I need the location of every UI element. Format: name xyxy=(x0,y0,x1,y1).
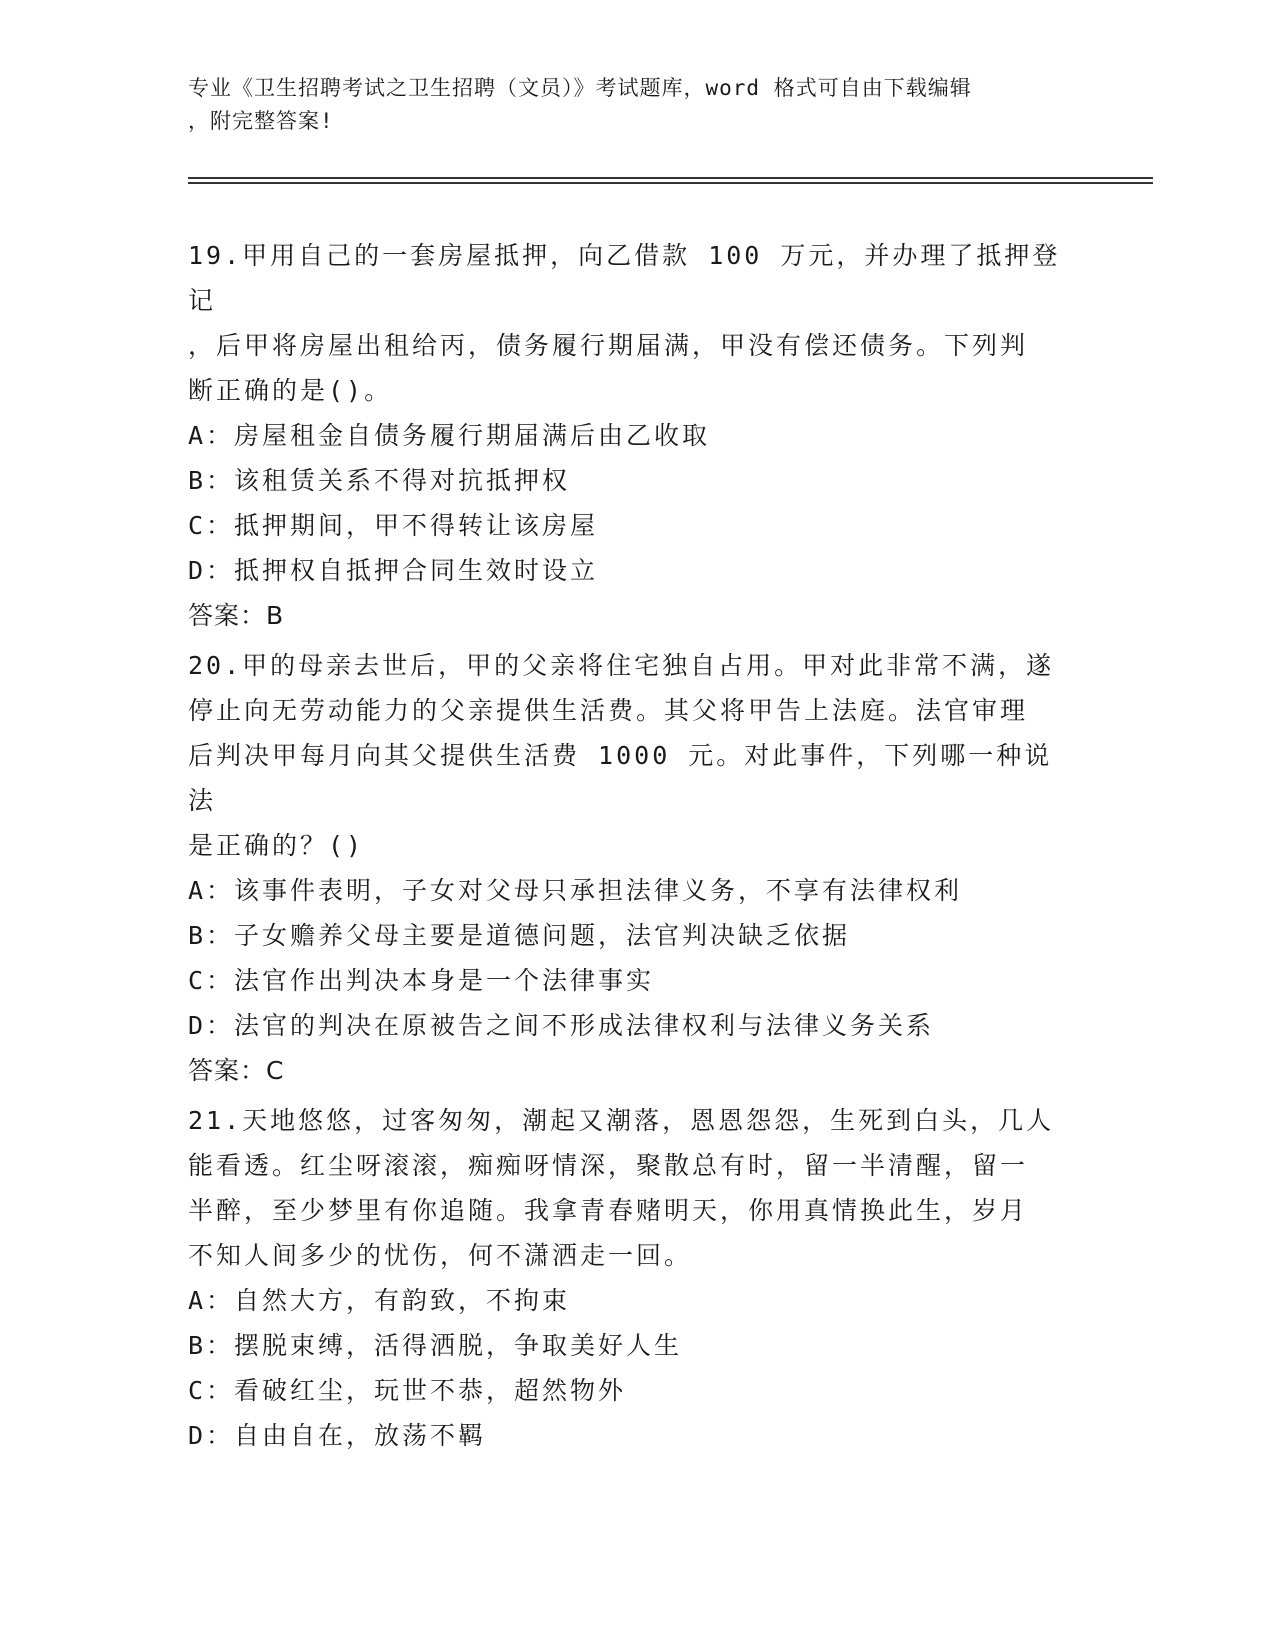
answer-line: 答案：B xyxy=(188,601,285,630)
question-20 xyxy=(188,643,1068,1093)
question-stem-line: 能看透。红尘呀滚滚，痴痴呀情深，聚散总有时，留一半清醒，留一 xyxy=(188,1151,1029,1180)
option-d: D：自由自在，放荡不羁 xyxy=(188,1421,487,1450)
option-c: C：看破红尘，玩世不恭，超然物外 xyxy=(188,1376,627,1405)
question-stem-line: 后判决甲每月向其父提供生活费 1000 元。对此事件，下列哪一种说法 xyxy=(188,741,1053,815)
question-stem-line: 21.天地悠悠，过客匆匆，潮起又潮落，恩恩怨怨，生死到白头，几人 xyxy=(188,1106,1055,1135)
option-a: A：该事件表明，子女对父母只承担法律义务，不享有法律权利 xyxy=(188,876,963,905)
option-c: C：法官作出判决本身是一个法律事实 xyxy=(188,966,655,995)
header-divider-top xyxy=(188,177,1153,179)
document-header xyxy=(188,72,1068,138)
header-divider-bottom xyxy=(188,182,1153,184)
question-stem-line: 20.甲的母亲去世后，甲的父亲将住宅独自占用。甲对此非常不满，遂 xyxy=(188,651,1055,680)
option-a: A：自然大方，有韵致，不拘束 xyxy=(188,1286,571,1315)
header-line-2: ，附完整答案! xyxy=(188,109,334,133)
question-stem-line: ，后甲将房屋出租给丙，债务履行期届满，甲没有偿还债务。下列判 xyxy=(188,331,1029,360)
option-a: A：房屋租金自债务履行期届满后由乙收取 xyxy=(188,421,711,450)
question-stem-line: 断正确的是()。 xyxy=(188,376,393,405)
option-b: B：摆脱束缚，活得洒脱，争取美好人生 xyxy=(188,1331,683,1360)
option-d: D：抵押权自抵押合同生效时设立 xyxy=(188,556,599,585)
option-b: B：子女赡养父母主要是道德问题，法官判决缺乏依据 xyxy=(188,921,851,950)
option-d: D：法官的判决在原被告之间不形成法律权利与法律义务关系 xyxy=(188,1011,935,1040)
option-c: C：抵押期间，甲不得转让该房屋 xyxy=(188,511,599,540)
question-stem-line: 停止向无劳动能力的父亲提供生活费。其父将甲告上法庭。法官审理 xyxy=(188,696,1029,725)
question-stem-line: 半醉，至少梦里有你追随。我拿青春赌明天，你用真情换此生，岁月 xyxy=(188,1196,1029,1225)
question-stem-line: 不知人间多少的忧伤，何不潇洒走一回。 xyxy=(188,1241,693,1270)
question-stem-line: 19.甲用自己的一套房屋抵押，向乙借款 100 万元，并办理了抵押登记 xyxy=(188,241,1061,315)
option-b: B：该租赁关系不得对抗抵押权 xyxy=(188,466,571,495)
question-21 xyxy=(188,1098,1068,1458)
answer-line: 答案：C xyxy=(188,1056,285,1085)
question-stem-line: 是正确的？() xyxy=(188,831,365,860)
header-line-1: 专业《卫生招聘考试之卫生招聘（文员）》考试题库，word 格式可自由下载编辑 xyxy=(188,76,972,100)
question-19 xyxy=(188,233,1068,638)
